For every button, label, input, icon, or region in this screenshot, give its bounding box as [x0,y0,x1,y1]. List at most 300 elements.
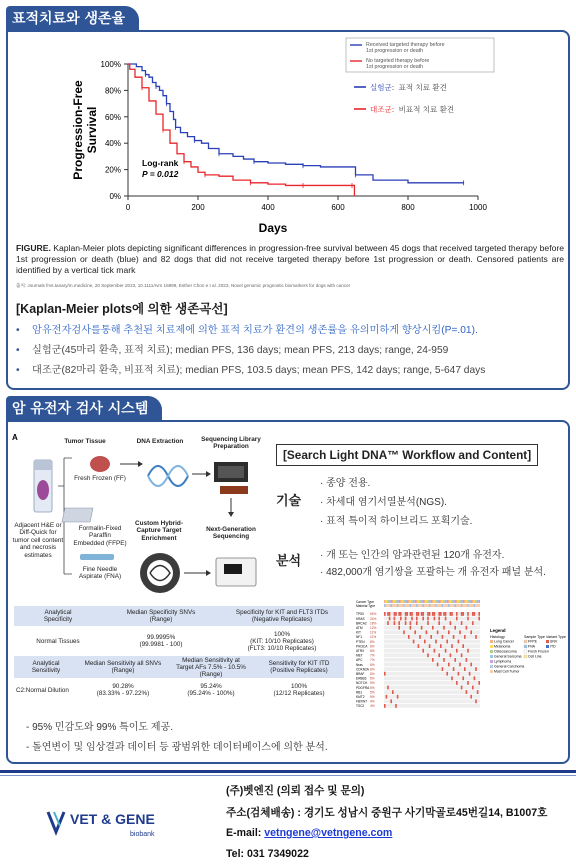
mutation-cell [453,635,455,639]
cancer-type-cell [422,600,424,603]
cancer-type-cell [421,600,423,603]
sens-cell-3: 95.24% (95.24% - 100%) [187,683,235,697]
section1-title: 표적치료와 생존율 [6,6,139,32]
material-type-cell [451,604,453,607]
mutation-cell [440,612,442,616]
sens-header-2: Median Sensitivity all SNVs (Range) [78,656,168,678]
cancer-type-cell [395,600,397,603]
mutation-cell [384,612,386,616]
gene-row [384,649,480,653]
section2-title: 암 유전자 검사 시스템 [6,396,162,422]
mutation-cell [470,663,472,667]
cancer-type-cell [448,600,450,603]
gene-row [384,621,480,625]
cancer-type-cell [432,600,434,603]
material-type-cell [387,604,389,607]
gene-pct: 7% [370,658,375,663]
tech-item-2: · 차세대 염기서열분석(NGS). [320,497,447,508]
gene-pct: 4% [370,704,375,709]
material-type-cell [477,604,479,607]
mutation-cell [398,621,400,625]
cancer-type-cell [467,600,469,603]
tech-item-1: · 종양 전용. [320,478,371,489]
y-tick-label: 80% [104,86,121,96]
mutation-cell [462,612,464,616]
legend-histology-item: Osteosarcoma [494,649,517,654]
x-tick-label: 400 [261,203,275,212]
spec-cell-3: 100% (KIT: 10/10 Replicates) (FLT3: 10/10 Replicates) [247,630,317,652]
mutation-cell [403,630,405,634]
gene-pct: 7% [370,653,375,658]
x-tick-label: 600 [331,203,345,212]
material-type-cell [408,604,410,607]
material-type-cell [478,604,480,607]
mutation-cell [421,612,423,616]
y-tick-label: 60% [104,112,121,122]
gene-label: CDKN2A [356,667,369,672]
cancer-type-cell [438,600,440,603]
mutation-cell [445,612,447,616]
material-type-cell [403,604,405,607]
gene-label: RB1 [356,690,363,695]
cancer-type-cell [413,600,415,603]
material-type-cell [432,604,434,607]
mutation-cell [416,612,418,616]
gene-row [384,630,480,634]
tumor-tissue-label: Tumor Tissue [64,438,106,445]
chart-legend [346,38,494,114]
mutation-cell [384,704,386,708]
cancer-type-cell [392,600,394,603]
workflow-diagram [10,428,272,606]
material-type-cell [456,604,458,607]
mutation-cell [462,676,464,680]
x-tick-label: 800 [401,203,415,212]
footer-divider-thin [0,775,576,776]
cancer-type-cell [397,600,399,603]
gene-label: TSC2 [356,704,365,709]
oncoprint-heatmap [356,598,566,714]
material-type-cell [395,604,397,607]
material-type-cell [459,604,461,607]
cancer-type-cell [451,600,453,603]
gene-pct: 6% [370,662,375,667]
mutation-cell [408,635,410,639]
spec-header-2: Median Specificity SNVs (Range) [102,606,220,626]
cancer-type-cell [426,600,428,603]
cancer-type-cell [410,600,412,603]
legend-swatch [490,655,493,658]
mutation-cell [477,690,479,694]
mutation-cell [456,617,458,621]
mutation-cell [442,667,444,671]
material-type-cell [413,604,415,607]
mutation-cell [429,644,431,648]
footer-divider [0,770,576,773]
gene-pct: 11% [370,635,377,640]
material-type-cell [446,604,448,607]
panel-letter: A [12,433,18,442]
slide-label: Adjacent H&E or Diff-Quick for tumor cell content and necrosis estimates [12,522,64,559]
cancer-type-cell [418,600,420,603]
dna-extraction-label: DNA Extraction [136,438,184,445]
mutation-cell [451,612,453,616]
legend-title: Legend [490,628,506,633]
legend-swatch [546,645,549,648]
logrank-annotation: P = 0.012 [142,169,179,179]
bullet-1: • 암유전자검사를통해 추천된 치료제에 의한 표적 치료가 환견의 생존률을 유의미하게 향상시킴(P=.01). [16,325,478,336]
cancer-type-cell [424,600,426,603]
spec-header-3: Specificity for KIT and FLT3 ITDs (Negative Replicates) [220,606,344,626]
mutation-cell [462,644,464,648]
mutation-cell [411,612,413,616]
mutation-cell [467,681,469,685]
kaplan-meier-chart [68,36,498,241]
mutation-cell [454,658,456,662]
material-type-cell [435,604,437,607]
company-tel: Tel: 031 7349022 [226,848,309,860]
material-type-cell [469,604,471,607]
gene-label: NF1 [356,635,363,640]
mutation-cell [419,635,421,639]
mutation-cell [389,617,391,621]
group-label: 실험군: [370,83,395,92]
y-tick-label: 100% [100,60,121,69]
cancer-type-cell [459,600,461,603]
material-type-cell [422,604,424,607]
mutation-cell [421,626,423,630]
group-desc: 표적 치료 환견 [398,83,447,92]
mutation-cell [458,640,460,644]
gene-pct: 5% [370,676,375,681]
mutation-cell [456,649,458,653]
material-type-cell [466,604,468,607]
mutation-cell [458,672,460,676]
mutation-cell [418,644,420,648]
gene-pct: 18% [370,621,377,626]
y-tick-label: 20% [104,165,121,175]
mutation-cell [470,695,472,699]
mutation-cell [427,617,429,621]
cancer-type-cell [400,600,402,603]
sens-cell-4: 100% (12/12 Replicates) [273,683,325,697]
legend-sample-item: FNA [528,644,535,649]
material-type-cell [389,604,391,607]
cancer-type-cell [408,600,410,603]
gene-row [384,699,480,703]
cancer-type-cell [434,600,436,603]
mutation-cell [438,612,440,616]
material-type-cell [411,604,413,607]
gene-pct: 4% [370,699,375,704]
gene-row [384,653,480,657]
cancer-type-cell [394,600,396,603]
mutation-cell [400,617,402,621]
material-type-cell [467,604,469,607]
material-type-cell [406,604,408,607]
sens-header-3: Median Sensitivity at Target AFs 7.5% - 10.5% (Range) [168,656,254,678]
bullet-2: • 실험군(45마리 환축, 표적 치료); median PFS, 136 days; mean PFS, 213 days; range, 24-959 [16,345,449,356]
mutation-cell [410,626,412,630]
heatmap-header-label: Cancer Type [356,600,375,604]
tech-label: 기술 [276,493,302,508]
gene-pct: 5% [370,690,375,695]
material-type-cell [416,604,418,607]
logo-sub: biobank [130,831,155,838]
material-type-cell [472,604,474,607]
gene-row [384,617,480,621]
fna-tube-icon [80,554,114,560]
mutation-cell [418,612,420,616]
mutation-cell [461,612,463,616]
workflow-title: [Search Light DNA™ Workflow and Content] [276,444,538,466]
material-type-cell [440,604,442,607]
gene-pct: 11% [370,630,377,635]
mutation-cell [478,612,480,616]
legend-swatch [524,640,527,643]
material-type-cell [434,604,436,607]
mutation-cell [438,617,440,621]
mutation-cell [472,612,474,616]
material-type-cell [390,604,392,607]
gene-row [384,672,480,676]
email-link[interactable]: vetngene@vetngene.com [264,827,393,839]
mutation-cell [475,635,477,639]
cancer-type-cell [456,600,458,603]
group-label: 대조군: [370,105,395,114]
capture-label: Custom Hybrid- Capture Target Enrichment [135,520,183,542]
legend-variant-title: Variant Type [546,635,566,639]
gene-label: ERBB3 [356,676,367,681]
cancer-type-cell [462,600,464,603]
legend-sample-item: Cell Line [528,654,542,659]
legend-sample-item: FFPE [528,639,537,644]
mutation-cell [432,612,434,616]
spec-cell-1: Normal Tissues [36,637,80,645]
material-type-cell [426,604,428,607]
cancer-type-cell [443,600,445,603]
mutation-cell [466,690,468,694]
legend-label: 1st progression or death [366,48,424,54]
mutation-cell [461,686,463,690]
mutation-cell [400,612,402,616]
gene-pct: 54% [370,612,377,617]
gene-label: FBXW7 [356,699,367,704]
sens-header-1: Analytical Sensitivity [14,656,78,678]
cancer-type-cell [389,600,391,603]
mutation-cell [467,617,469,621]
mutation-cell [450,653,452,657]
slide-label-area [34,460,52,470]
legend-histology-title: Histology [490,635,505,639]
mutation-cell [411,617,413,621]
gene-pct: 8% [370,639,375,644]
material-type-cell [437,604,439,607]
material-type-cell [458,604,460,607]
analysis-label: 분석 [276,553,302,568]
gene-label: PDGFRA [356,685,370,690]
mutation-cell [414,630,416,634]
cancer-type-cell [450,600,452,603]
mutation-cell [475,699,477,703]
gene-pct: 5% [370,685,375,690]
spec-cell-2: 99.9995% (99.9981 - 100) [139,634,183,648]
figure-source: 출처: Journals frvs.tanary/m.medicine, 20 September 2023, 10.1111/rvm 16899, Esther Chon e t al. 2023, Novel genomic prognostic biomarkers for dogs with cancer [16,283,351,288]
mutation-cell [450,621,452,625]
gene-row [384,686,480,690]
material-type-cell [400,604,402,607]
tissue-stain-icon [37,480,49,500]
material-type-cell [448,604,450,607]
mutation-cell [430,635,432,639]
cancer-type-cell [437,600,439,603]
mutation-cell [434,649,436,653]
gene-row [384,704,480,708]
y-tick-label: 0% [109,192,121,201]
mutation-cell [470,630,472,634]
mutation-cell [390,699,392,703]
material-type-cell [461,604,463,607]
legend-swatch [490,670,493,673]
cancer-type-cell [403,600,405,603]
mutation-cell [469,672,471,676]
legend-histology-item: Melanoma [494,644,511,649]
cancer-type-cell [464,600,466,603]
gene-label: BRCA2 [356,621,367,626]
mutation-cell [432,658,434,662]
mutation-cell [466,626,468,630]
gene-pct: 8% [370,649,375,653]
legend-histology-item: General Carcinoma [494,664,525,669]
mutation-cell [422,612,424,616]
legend-swatch [524,655,527,658]
cancer-type-cell [453,600,455,603]
gene-row [384,667,480,671]
mutation-cell [422,649,424,653]
mutation-cell [445,617,447,621]
mutation-cell [474,612,476,616]
gene-label: ATRX [356,649,365,653]
legend-label: No targeted therapy before [366,58,430,64]
mutation-cell [446,672,448,676]
cancer-type-cell [435,600,437,603]
legend-swatch [546,640,549,643]
mutation-cell [464,635,466,639]
gene-pct: 5% [370,681,375,686]
gene-label: BRAF [356,672,365,676]
sensitivity-table [14,656,344,702]
mutation-cell [472,621,474,625]
gene-label: KIT [356,630,361,635]
cancer-type-cell [477,600,479,603]
mutation-cell [478,617,480,621]
material-type-cell [462,604,464,607]
mutation-cell [405,621,407,625]
mutation-cell [387,612,389,616]
gene-label: NOTCH [356,681,368,686]
cancer-type-cell [442,600,444,603]
gene-row [384,640,480,644]
material-type-cell [414,604,416,607]
material-type-cell [392,604,394,607]
bottom-bullet-1: - 95% 민감도와 99% 특이도 제공. [26,722,173,733]
mutation-cell [398,612,400,616]
mutation-cell [429,612,431,616]
bottom-bullet-2: - 돌연변이 및 임상결과 데이터 등 광범위한 데이터베이스에 의한 분석. [26,742,328,753]
caption-label: FIGURE. [16,243,51,253]
specificity-table [14,606,344,656]
ff-label: Fresh Frozen (FF) [74,475,126,482]
cancer-type-cell [427,600,429,603]
mutation-cell [445,649,447,653]
cancer-type-cell [472,600,474,603]
material-type-cell [384,604,386,607]
mutation-cell [442,635,444,639]
legend-histology-item: Mast Cell Tumor [494,669,520,674]
mutation-cell [456,681,458,685]
mutation-cell [464,667,466,671]
cancer-type-cell [398,600,400,603]
gene-pct: 6% [370,672,375,676]
cancer-type-cell [430,600,432,603]
mutation-cell [389,612,391,616]
tech-item-3: · 표적 특이적 하이브리드 포획기술. [320,516,473,527]
heatmap-header-label: Material Type [356,604,376,608]
cancer-type-cell [414,600,416,603]
gene-row [384,663,480,667]
ffpe-label: Formalin-Fixed Paraffin Embedded (FFPE) [73,525,127,547]
gene-label: KRAS [356,616,365,621]
fna-label: Fine Needle Aspirate (FNA) [78,566,122,581]
material-type-cell [438,604,440,607]
analysis-item-2: · 482,000개 염기쌍을 포괄하는 개 유전자 패널 분석. [320,567,546,578]
legend-histology-item: Lung Cancer [494,639,515,644]
mutation-cell [387,686,389,690]
legend-sample-title: Sample Type [524,635,545,639]
material-type-cell [398,604,400,607]
caption-text: Kaplan-Meier plots depicting significant differences in progression-free survival between 45 dogs that received targeted therapy before 1st progression or death (blue) and 82 dogs that did not receive targeted therapy before 1st progression or death. Censored patients are identified by a vertical tick mark [16,243,564,275]
mutation-cell [461,653,463,657]
legend-label: Received targeted therapy before [366,42,445,48]
mutation-cell [443,612,445,616]
gene-label: PTEN [356,639,365,644]
mutation-cell [434,617,436,621]
material-type-cell [430,604,432,607]
mutation-cell [416,617,418,621]
legend-variant-item: ITD [550,644,556,649]
cancer-type-cell [466,600,468,603]
legend-label: 1st progression or death [366,64,424,70]
material-type-cell [445,604,447,607]
cancer-type-cell [384,600,386,603]
mutation-cell [443,658,445,662]
mutation-cell [395,612,397,616]
cancer-type-cell [454,600,456,603]
mutation-cell [386,695,388,699]
cancer-type-cell [470,600,472,603]
material-type-cell [464,604,466,607]
mutation-cell [474,676,476,680]
x-tick-label: 200 [191,203,205,212]
vetngene-logo [44,806,184,842]
material-type-cell [453,604,455,607]
mutation-cell [405,612,407,616]
cancer-type-cell [446,600,448,603]
cancer-type-cell [478,600,480,603]
cancer-type-cell [406,600,408,603]
sens-header-4: Sensitivity for KIT ITD (Positive Replicates) [254,656,344,678]
mutation-cell [467,649,469,653]
